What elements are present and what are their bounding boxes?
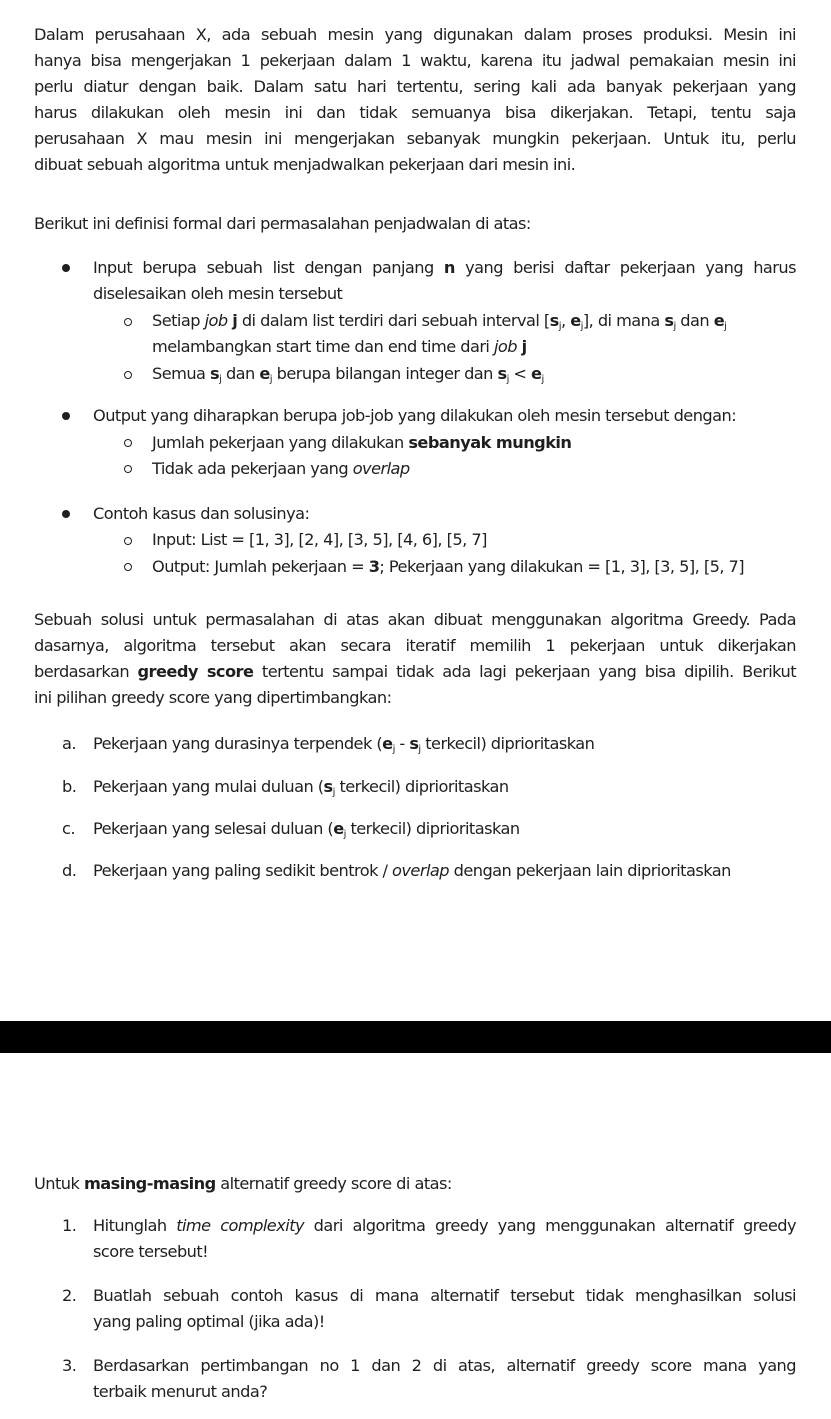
option-d: Pekerjaan yang paling sedikit bentrok / overlap dengan pekerjaan lain diprioritaskan — [93, 861, 731, 880]
intro-line: hanya bisa mengerjakan 1 pekerjaan dalam 1 waktu, karena itu jadwal pemakaian mesin ini — [34, 51, 796, 70]
intro-line: dibuat sebuah algoritma untuk menjadwalkan pekerjaan dari mesin ini. — [34, 155, 576, 174]
option-a: Pekerjaan yang durasinya terpendek ($e_j - s_j$ terkecil) diprioritaskan — [93, 734, 595, 755]
option-c: Pekerjaan yang selesai duluan ($e_j$ terkecil) diprioritaskan — [93, 819, 520, 840]
question-2-line1: Buatlah sebuah contoh kasus di mana alternatif tersebut tidak menghasilkan solusi — [93, 1286, 796, 1305]
questions-intro: Untuk masing-masing alternatif greedy score di atas: — [34, 1174, 452, 1193]
question-1-marker: 1. — [62, 1216, 77, 1235]
question-3-line1: Berdasarkan pertimbangan no 1 dan 2 di atas, alternatif greedy score mana yang — [93, 1356, 796, 1375]
option-b-marker: b. — [62, 777, 77, 796]
question-1-line1: Hitunglah time complexity dari algoritma greedy yang menggunakan alternatif greedy — [93, 1216, 796, 1235]
sub-bullet-circle — [124, 537, 132, 545]
sub-bullet-circle — [124, 371, 132, 379]
option-b: Pekerjaan yang mulai duluan ($s_j$ terkecil) diprioritaskan — [93, 777, 509, 798]
question-3-marker: 3. — [62, 1356, 77, 1375]
sub-bullet-circle — [124, 318, 132, 326]
input-sub1-line1: Setiap job j di dalam list terdiri dari sebuah interval [$s_j$, $e_j$], di mana $s_j$ dan $e_j$ — [152, 311, 727, 332]
output-sub2: Tidak ada pekerjaan yang overlap — [152, 459, 410, 478]
bullet-dot — [62, 510, 70, 518]
greedy-paragraph — [34, 607, 796, 711]
sub-bullet-circle — [124, 465, 132, 473]
greedy-line: ini pilihan greedy score yang dipertimbangkan: — [34, 688, 392, 707]
input-bullet-line1: Input berupa sebuah list dengan panjang n yang berisi daftar pekerjaan yang harus — [93, 258, 797, 277]
option-d-marker: d. — [62, 861, 77, 880]
intro-line: Dalam perusahaan X, ada sebuah mesin yang digunakan dalam proses produksi. Mesin ini — [34, 25, 796, 44]
intro-line: perusahaan X mau mesin ini mengerjakan sebanyak mungkin pekerjaan. Untuk itu, perlu — [34, 129, 796, 148]
greedy-line: berdasarkan greedy score tertentu sampai tidak ada lagi pekerjaan yang bisa dipilih. Berikut — [34, 662, 796, 681]
output-sub1: Jumlah pekerjaan yang dilakukan sebanyak mungkin — [152, 433, 572, 452]
sub-bullet-circle — [124, 563, 132, 571]
black-separator-bar — [0, 1021, 831, 1053]
question-2-line2: yang paling optimal (jika ada)! — [93, 1312, 325, 1331]
output-bullet-line: Output yang diharapkan berupa job-job yang dilakukan oleh mesin tersebut dengan: — [93, 406, 737, 425]
question-3-line2: terbaik menurut anda? — [93, 1382, 268, 1401]
intro-line: harus dilakukan oleh mesin ini dan tidak semuanya bisa dikerjakan. Tetapi, tentu saja — [34, 103, 796, 122]
input-sub1-line2: melambangkan start time dan end time dari job j — [152, 337, 527, 356]
input-bullet-line2: diselesaikan oleh mesin tersebut — [93, 284, 343, 303]
bullet-dot — [62, 412, 70, 420]
option-a-marker: a. — [62, 734, 76, 753]
greedy-line: Sebuah solusi untuk permasalahan di atas akan dibuat menggunakan algoritma Greedy. Pada — [34, 610, 796, 629]
input-sub2-line: Semua $s_j$ dan $e_j$ berupa bilangan integer dan $s_j < e_j$ — [152, 364, 544, 385]
intro-paragraph — [34, 22, 796, 178]
question-2-marker: 2. — [62, 1286, 77, 1305]
greedy-line: dasarnya, algoritma tersebut akan secara iteratif memilih 1 pekerjaan untuk dikerjakan — [34, 636, 796, 655]
example-output: Output: Jumlah pekerjaan = 3; Pekerjaan yang dilakukan = [1, 3], [3, 5], [5, 7] — [152, 557, 745, 576]
definition-heading: Berikut ini definisi formal dari permasalahan penjadwalan di atas: — [34, 214, 531, 233]
question-1-line2: score tersebut! — [93, 1242, 209, 1261]
bullet-dot — [62, 264, 70, 272]
intro-line: perlu diatur dengan baik. Dalam satu hari tertentu, sering kali ada banyak pekerjaan yang — [34, 77, 796, 96]
option-c-marker: c. — [62, 819, 75, 838]
sub-bullet-circle — [124, 439, 132, 447]
example-input: Input: List = [1, 3], [2, 4], [3, 5], [4, 6], [5, 7] — [152, 530, 487, 549]
example-bullet-line: Contoh kasus dan solusinya: — [93, 504, 310, 523]
